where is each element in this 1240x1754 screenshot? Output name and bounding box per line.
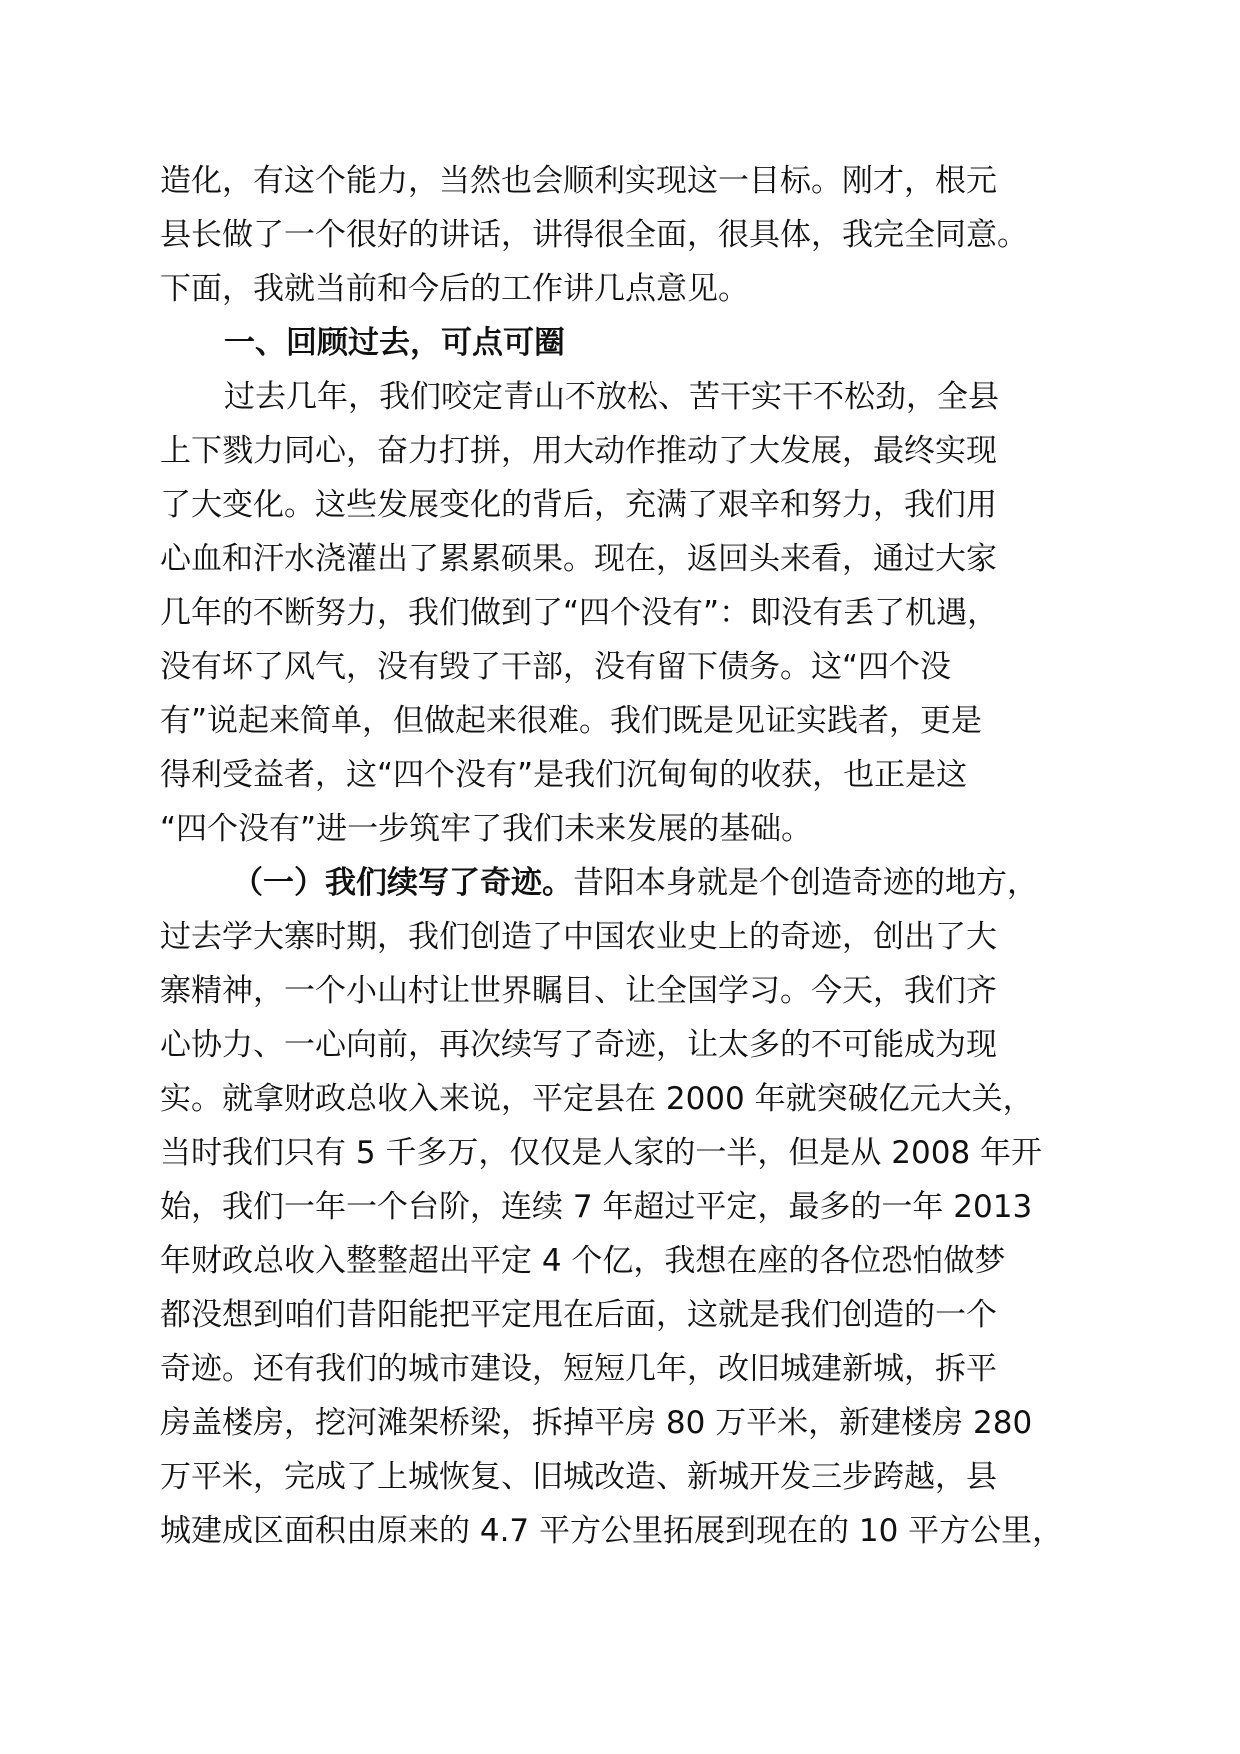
text-line: 当时我们只有 5 千多万，仅仅是人家的一半，但是从 2008 年开	[160, 1135, 1043, 1171]
text-line: 得利受益者，这“四个没有”是我们沉甸甸的收获，也正是这	[160, 757, 968, 793]
text-line: 几年的不断努力，我们做到了“四个没有”：即没有丢了机遇，	[160, 595, 999, 631]
text-line: 实。就拿财政总收入来说，平定县在 2000 年就突破亿元大关，	[160, 1081, 1034, 1117]
text-line: 奇迹。还有我们的城市建设，短短几年，改旧城建新城，拆平	[160, 1351, 997, 1387]
text-line: 县长做了一个很好的讲话，讲得很全面，很具体，我完全同意。	[160, 217, 1028, 253]
text-line: 心协力、一心向前，再次续写了奇迹，让太多的不可能成为现	[160, 1027, 997, 1063]
text-line: 没有坏了风气，没有毁了干部，没有留下债务。这“四个没	[160, 649, 952, 685]
text-line: 寨精神，一个小山村让世界瞩目、让全国学习。今天，我们齐	[160, 973, 997, 1009]
text-line	[160, 856, 1110, 910]
text-line: 有”说起来简单，但做起来很难。我们既是见证实践者，更是	[160, 703, 983, 739]
text-line: 过去学大寨时期，我们创造了中国农业史上的奇迹，创出了大	[160, 919, 997, 955]
subheading-rest: 昔阳本身就是个创造奇迹的地方，	[573, 865, 1038, 901]
text-line: 城建成区面积由原来的 4.7 平方公里拓展到现在的 10 平方公里，	[160, 1513, 1064, 1549]
text-line: 房盖楼房，挖河滩架桥梁，拆掉平房 80 万平米，新建楼房 280	[160, 1405, 1033, 1441]
text-line: 了大变化。这些发展变化的背后，充满了艰辛和努力，我们用	[160, 487, 997, 523]
section-heading: 一、回顾过去，可点可圈	[224, 325, 565, 361]
text-line: “四个没有”进一步筑牢了我们未来发展的基础。	[160, 811, 813, 847]
text-line: 年财政总收入整整超出平定 4 个亿，我想在座的各位恐怕做梦	[160, 1243, 1006, 1279]
text-line: 始，我们一年一个台阶，连续 7 年超过平定，最多的一年 2013	[160, 1189, 1033, 1225]
document-body	[160, 154, 1110, 1558]
subheading: （一）我们续写了奇迹。	[232, 865, 573, 901]
text-line: 上下戮力同心，奋力打拼，用大动作推动了大发展，最终实现	[160, 433, 997, 469]
text-line: 心血和汗水浇灌出了累累硕果。现在，返回头来看，通过大家	[160, 541, 997, 577]
text-line: 万平米，完成了上城恢复、旧城改造、新城开发三步跨越，县	[160, 1459, 997, 1495]
text-line: 过去几年，我们咬定青山不放松、苦干实干不松劲，全县	[224, 379, 999, 415]
text-line: 都没想到咱们昔阳能把平定甩在后面，这就是我们创造的一个	[160, 1297, 997, 1333]
text-line: 造化，有这个能力，当然也会顺利实现这一目标。刚才，根元	[160, 163, 997, 199]
text-line: 下面，我就当前和今后的工作讲几点意见。	[160, 271, 749, 307]
